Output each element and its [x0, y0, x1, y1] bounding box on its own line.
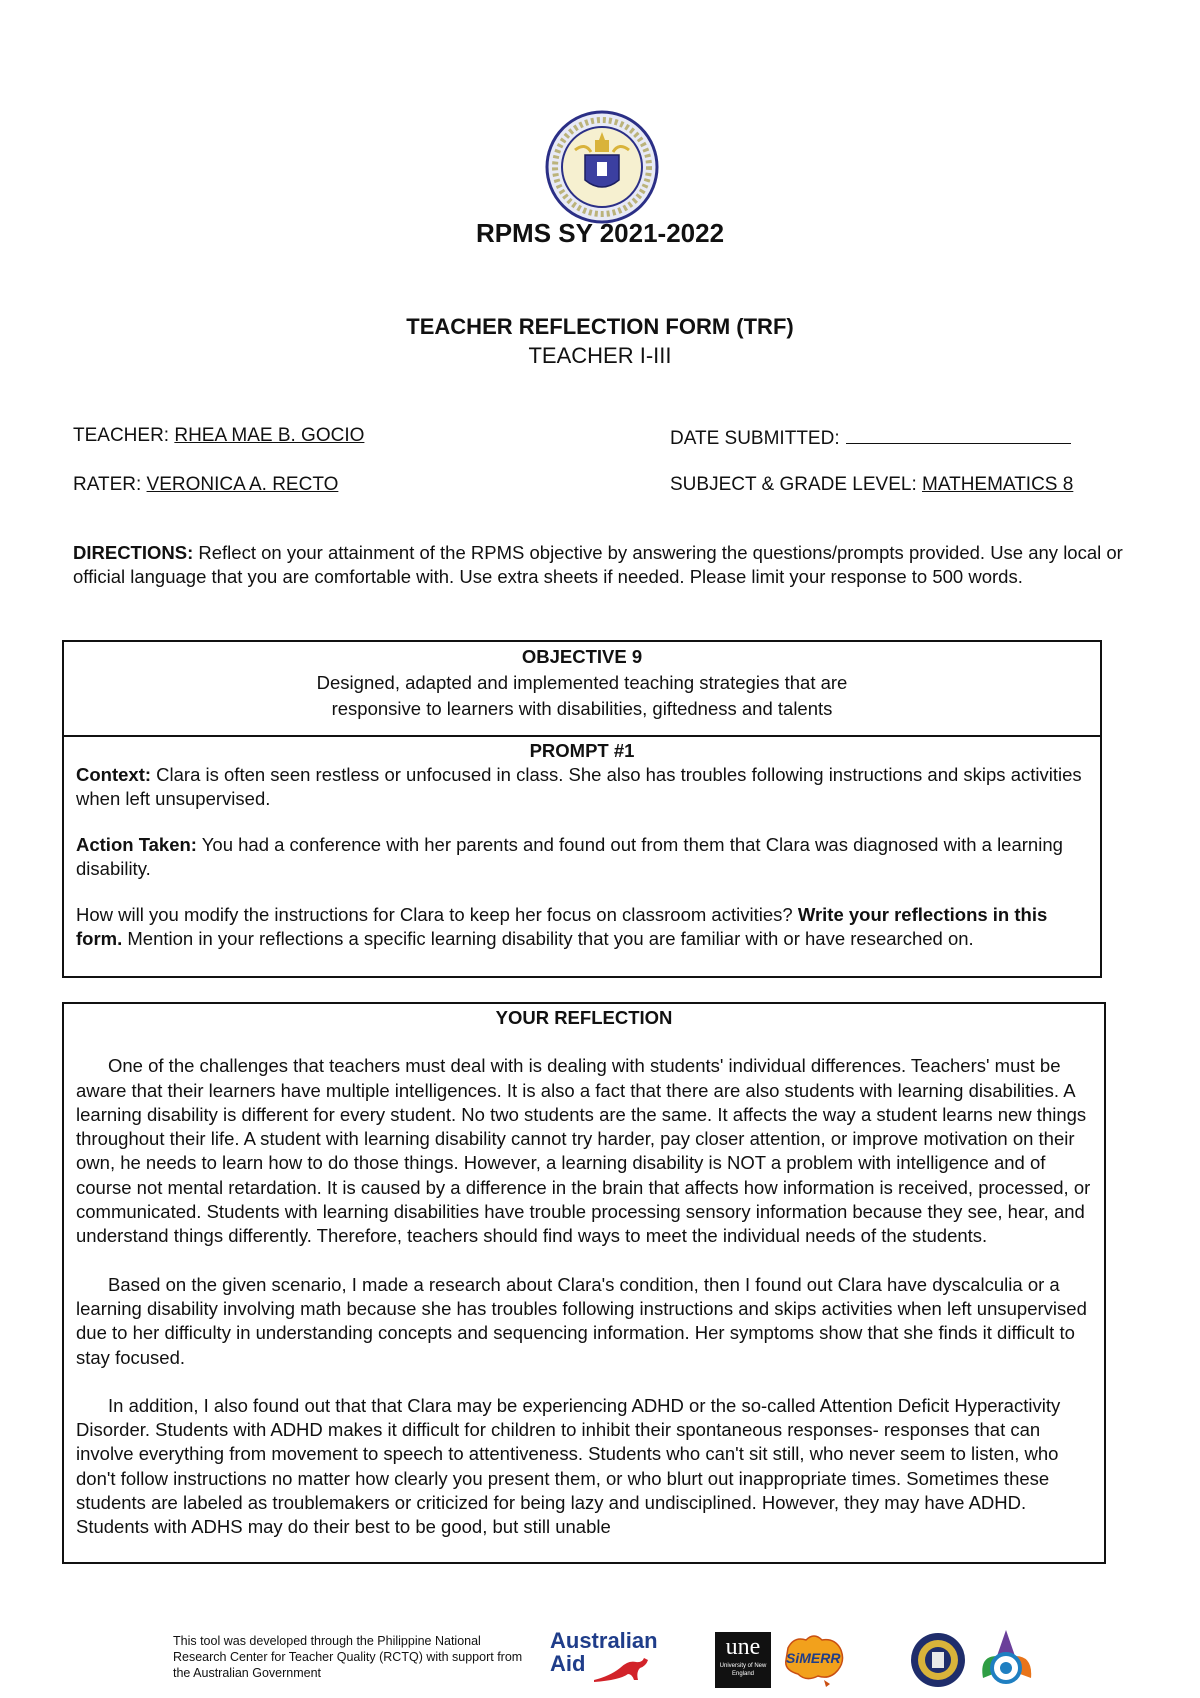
directions	[73, 541, 1133, 589]
page-title: RPMS SY 2021-2022	[475, 218, 725, 248]
deped-seal-icon	[545, 110, 659, 224]
rater-label: RATER:	[73, 474, 142, 495]
objective-box	[62, 640, 1102, 737]
reflection-box	[62, 1002, 1106, 1564]
australian-aid-logo	[550, 1630, 670, 1686]
simerr-text: SiMERR	[786, 1650, 841, 1666]
reflection-paragraph: One of the challenges that teachers must deal with is dealing with students' individual differences. Teachers' must be aware that their learners have multiple intelligences. It is also a fact that there are also students with learning disabilities. A learning disability is different for every student. No two students are the same. It affects the way a student learns new things throughout their life. A student with learning disability cannot try harder, pay closer attention, or improve motivation on their own, he needs to learn how to do those things. However, a learning disability is NOT a problem with intelligence and of course not mental retardation. It is caused by a difference in the brain that affects how information is received, processed, or communicated. Students with learning disabilities have trouble processing sensory information because they see, hear, and understand things differently. Therefore, teachers should find ways to meet the individual needs of the students.	[76, 1055, 1091, 1247]
context-text: Clara is often seen restless or unfocused in class. She also has troubles following instructions and skips activities when left unsupervised.	[76, 764, 1082, 809]
teacher-level: TEACHER I-III	[528, 343, 672, 368]
directions-label: DIRECTIONS:	[73, 542, 194, 563]
footer-credit: This tool was developed through the Philippine National Research Center for Teacher Quality (RCTQ) with support from the Australian Government	[173, 1634, 523, 1680]
directions-text: Reflect on your attainment of the RPMS objective by answering the questions/prompts provided. Use any local or official language that you are comfortable with. Use extra sheets if needed. Please limit your response to 500 words.	[73, 542, 1123, 587]
reflection-title: YOUR REFLECTION	[495, 1007, 673, 1028]
reflection-paragraph: Based on the given scenario, I made a research about Clara's condition, then I found out Clara have dyscalculia or a learning disability involving math because she has troubles following instructions and skips activities when left unsupervised due to her difficulty in understanding concepts and sequencing information. Her symptoms show that she finds it difficult to stay focused.	[76, 1273, 1087, 1368]
prompt-action	[76, 833, 1088, 881]
teacher-label: TEACHER:	[73, 425, 170, 446]
teacher-value: RHEA MAE B. GOCIO	[174, 425, 365, 446]
prompt-question	[76, 903, 1088, 951]
aid-line-1: Australian	[550, 1628, 658, 1653]
rater-field	[73, 474, 338, 496]
objective-title: OBJECTIVE 9	[521, 646, 643, 667]
date-submitted-blank	[846, 425, 1071, 444]
prompt-context	[76, 763, 1088, 811]
rctq-logo	[975, 1626, 1037, 1688]
action-text: You had a conference with her parents and found out from them that Clara was diagnosed with a learning disability.	[76, 834, 1063, 879]
objective-line-2: responsive to learners with disabilities, giftedness and talents	[331, 698, 833, 719]
objective-line-1: Designed, adapted and implemented teaching strategies that are	[316, 672, 848, 693]
une-text: une	[725, 1634, 761, 1660]
action-label: Action Taken:	[76, 834, 197, 855]
teacher-field	[73, 425, 364, 447]
rater-value: VERONICA A. RECTO	[146, 474, 339, 495]
date-submitted-label: DATE SUBMITTED:	[670, 428, 840, 449]
form-title: TEACHER REFLECTION FORM (TRF)	[406, 314, 794, 339]
subject-value: MATHEMATICS 8	[922, 474, 1074, 495]
prompt-title: PROMPT #1	[529, 740, 635, 761]
prompt-box	[62, 735, 1102, 978]
question-tail: Mention in your reflections a specific learning disability that you are familiar with or have researched on.	[122, 928, 974, 949]
simerr-logo	[780, 1630, 848, 1688]
question-bold: Write your reflections in this form.	[76, 904, 1048, 949]
une-logo	[715, 1632, 771, 1688]
pnu-seal-logo	[910, 1632, 966, 1688]
une-subtext: University of New England	[719, 1663, 767, 1677]
reflection-paragraph: In addition, I also found out that that Clara may be experiencing ADHD or the so-called Attention Deficit Hyperactivity Disorder. Students with ADHD makes it difficult for children to inhibit their spontaneous responses- responses that can involve everything from movement to speech to attentiveness. Students who can't sit still, who never seem to listen, who don't follow instructions no matter how clearly you present them, or who blurt out inappropriate times. Sometimes these students are labeled as troublemakers or criticized for being lazy and undisciplined. However, they may have ADHD. Students with ADHS may do their best to be good, but still unable	[76, 1394, 1061, 1538]
kangaroo-icon	[590, 1654, 656, 1684]
subject-label: SUBJECT & GRADE LEVEL:	[670, 474, 917, 495]
question-text: How will you modify the instructions for Clara to keep her focus on classroom activities?	[76, 904, 798, 925]
date-submitted-field	[670, 425, 1071, 450]
context-label: Context:	[76, 764, 152, 785]
subject-grade-field	[670, 474, 1073, 496]
aid-line-2: Aid	[550, 1651, 586, 1676]
